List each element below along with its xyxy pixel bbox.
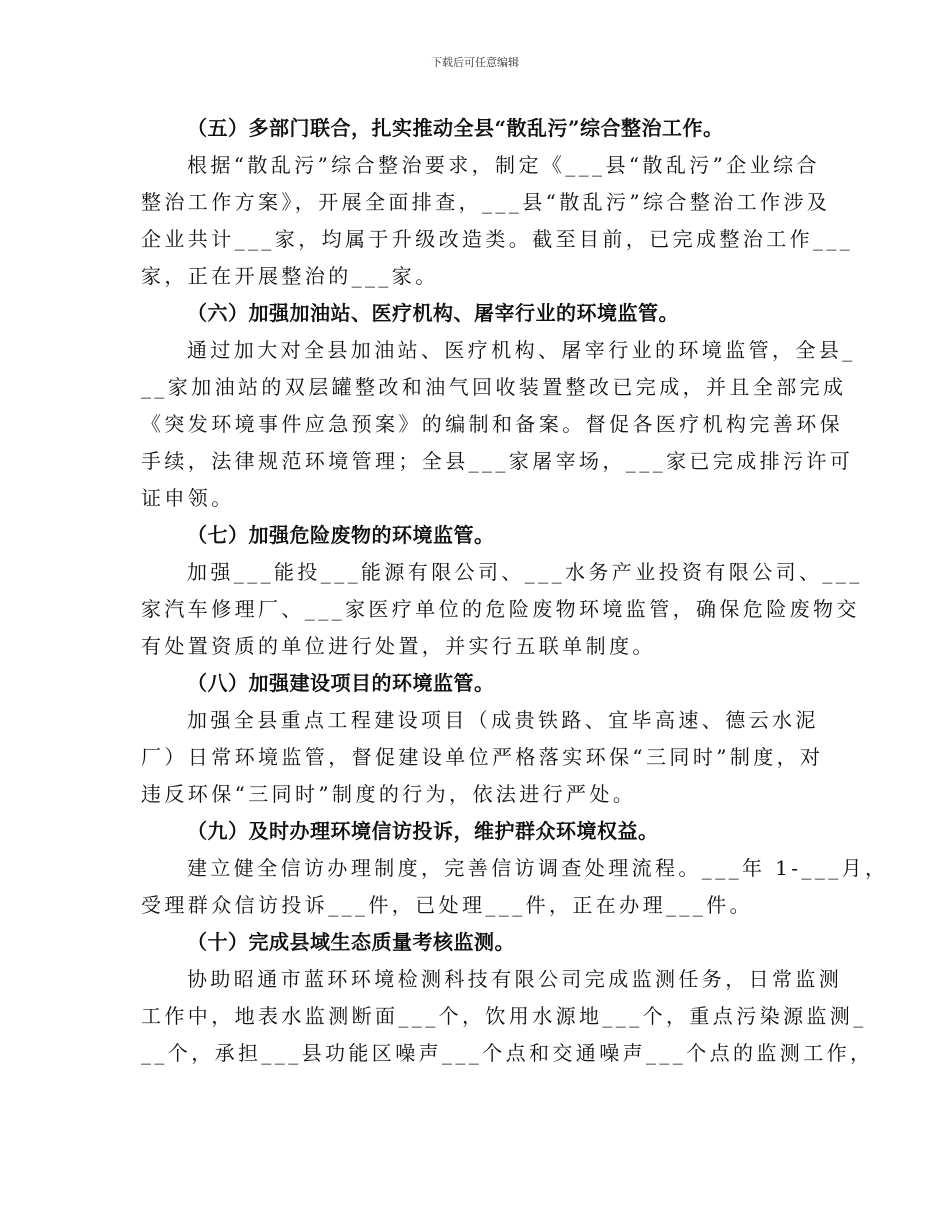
section-heading: （五）多部门联合，扎实推动全县“散乱污”综合整治工作。: [187, 116, 724, 140]
text-line: 手续，法律规范环境管理；全县___家屠宰场，___家已完成排污许可: [141, 449, 854, 473]
text-line: 加强___能投___能源有限公司、___水务产业投资有限公司、___: [187, 560, 863, 584]
text-line: 企业共计___家，均属于升级改造类。截至目前，已完成整治工作___: [141, 227, 854, 251]
section-heading: （九）及时办理环境信访投诉，维护群众环境权益。: [187, 819, 659, 843]
text-line: 通过加大对全县加油站、医疗机构、屠宰行业的环境监管，全县_: [187, 338, 856, 362]
text-line: __家加油站的双层罐整改和油气回收装置整改已完成，并且全部完成: [141, 375, 847, 399]
text-line: 《突发环境事件应急预案》的编制和备案。督促各医疗机构完善环保: [141, 412, 843, 436]
section-heading: （七）加强危险废物的环境监管。: [187, 523, 495, 547]
section-heading: （八）加强建设项目的环境监管。: [187, 671, 495, 695]
text-line: 建立健全信访办理制度，完善信访调查处理流程。___年 1-___月，: [187, 856, 889, 880]
text-line: 家汽车修理厂、___家医疗单位的危险废物环境监管，确保危险废物交: [141, 597, 860, 621]
section-heading: （十）完成县域生态质量考核监测。: [187, 930, 515, 954]
text-line: 厂）日常环境监管，督促建设单位严格落实环保“三同时”制度，对: [141, 745, 824, 769]
text-line: __个，承担___县功能区噪声___个点和交通噪声___个点的监测工作，: [141, 1041, 874, 1065]
text-line: 根据“散乱污”综合整治要求，制定《___县“散乱污”企业综合: [187, 153, 820, 177]
document-body: [141, 110, 889, 1072]
text-line: 证申领。: [141, 486, 235, 510]
text-line: 家，正在开展整治的___家。: [141, 264, 439, 288]
text-line: 整治工作方案》，开展全面排查，___县“散乱污”综合整治工作涉及: [141, 190, 831, 214]
text-line: 工作中，地表水监测断面___个，饮用水源地___个，重点污染源监测_: [141, 1004, 867, 1028]
text-line: 违反环保“三同时”制度的行为，依法进行严处。: [141, 782, 637, 806]
section-heading: （六）加强加油站、医疗机构、屠宰行业的环境监管。: [187, 301, 679, 325]
text-line: 受理群众信访投诉___件，已处理___件，正在办理___件。: [141, 893, 753, 917]
page-header: 下载后可任意编辑: [431, 56, 519, 69]
text-line: 加强全县重点工程建设项目（成贵铁路、宜毕高速、德云水泥: [187, 708, 819, 732]
text-line: 有处置资质的单位进行处置，并实行五联单制度。: [141, 634, 656, 658]
text-line: 协助昭通市蓝环环境检测科技有限公司完成监测任务，日常监测: [187, 967, 843, 991]
